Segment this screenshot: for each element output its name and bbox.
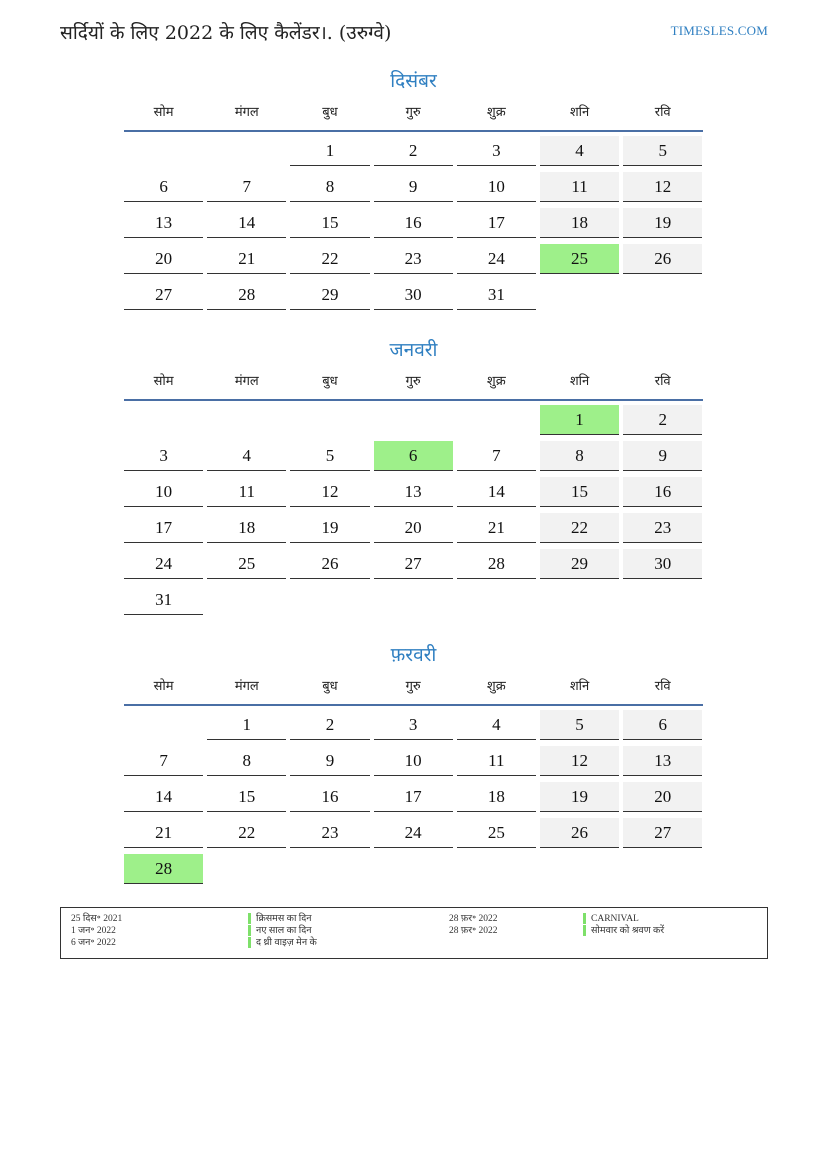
legend-date: 6 जन॰ 2022 (71, 938, 116, 948)
month-block (124, 68, 703, 310)
site-link[interactable]: TIMESLES.COM (670, 23, 768, 38)
weekday-label: रवि (654, 374, 671, 389)
legend-date: 28 फ़र॰ 2022 (449, 914, 498, 924)
day-cell: 6 (623, 710, 702, 740)
day-grid (124, 405, 703, 615)
legend-label: CARNIVAL (591, 914, 639, 924)
holiday-day-cell: 1 (540, 405, 619, 435)
day-cell: 11 (457, 746, 536, 776)
day-cell: 11 (207, 477, 286, 507)
empty-cell (207, 136, 286, 166)
legend-date: 28 फ़र॰ 2022 (449, 926, 498, 936)
day-cell: 17 (374, 782, 453, 812)
day-cell: 12 (623, 172, 702, 202)
month-block (124, 642, 703, 884)
day-cell: 16 (374, 208, 453, 238)
empty-cell (207, 405, 286, 435)
day-cell: 18 (540, 208, 619, 238)
day-cell: 9 (290, 746, 369, 776)
day-cell: 10 (124, 477, 203, 507)
day-cell: 13 (124, 208, 203, 238)
day-cell: 26 (623, 244, 702, 274)
empty-cell (457, 405, 536, 435)
day-cell: 18 (207, 513, 286, 543)
day-cell: 19 (540, 782, 619, 812)
day-cell: 7 (124, 746, 203, 776)
weekday-label: शनि (569, 105, 590, 120)
day-cell: 15 (290, 208, 369, 238)
weekday-header (124, 678, 703, 704)
weekday-label: शुक्र (486, 679, 506, 694)
day-cell: 16 (623, 477, 702, 507)
day-cell: 1 (207, 710, 286, 740)
day-cell: 28 (457, 549, 536, 579)
day-cell: 13 (374, 477, 453, 507)
legend-label: क्रिसमस का दिन (256, 914, 312, 924)
day-cell: 5 (623, 136, 702, 166)
weekday-rule (124, 704, 703, 706)
day-cell: 12 (290, 477, 369, 507)
day-cell: 13 (623, 746, 702, 776)
day-cell: 20 (124, 244, 203, 274)
day-cell: 27 (374, 549, 453, 579)
day-cell: 20 (623, 782, 702, 812)
holiday-day-cell: 25 (540, 244, 619, 274)
day-cell: 22 (540, 513, 619, 543)
holiday-marker (583, 913, 586, 924)
holiday-day-cell: 28 (124, 854, 203, 884)
legend-label: नए साल का दिन (256, 926, 312, 936)
holiday-marker (583, 925, 586, 936)
day-cell: 15 (540, 477, 619, 507)
legend-date: 25 दिस॰ 2021 (71, 914, 123, 924)
day-cell: 21 (457, 513, 536, 543)
legend-label: द थ्री वाइज़ मेन के (256, 938, 317, 948)
weekday-label: शनि (569, 679, 590, 694)
day-cell: 20 (374, 513, 453, 543)
day-cell: 10 (457, 172, 536, 202)
day-cell: 21 (124, 818, 203, 848)
day-cell: 22 (290, 244, 369, 274)
day-cell: 31 (124, 585, 203, 615)
weekday-label: बुध (322, 374, 338, 389)
day-cell: 2 (374, 136, 453, 166)
empty-cell (124, 136, 203, 166)
day-cell: 12 (540, 746, 619, 776)
day-cell: 9 (374, 172, 453, 202)
weekday-label: सोम (153, 679, 174, 694)
day-cell: 31 (457, 280, 536, 310)
empty-cell (124, 405, 203, 435)
weekday-label: मंगल (234, 374, 259, 389)
day-cell: 8 (540, 441, 619, 471)
day-cell: 14 (457, 477, 536, 507)
day-cell: 14 (124, 782, 203, 812)
day-cell: 23 (623, 513, 702, 543)
day-cell: 24 (124, 549, 203, 579)
day-cell: 30 (623, 549, 702, 579)
day-cell: 21 (207, 244, 286, 274)
day-cell: 7 (207, 172, 286, 202)
day-cell: 1 (290, 136, 369, 166)
day-cell: 23 (290, 818, 369, 848)
day-cell: 10 (374, 746, 453, 776)
weekday-header (124, 104, 703, 130)
holiday-legend (60, 907, 768, 959)
weekday-label: सोम (153, 374, 174, 389)
weekday-header (124, 373, 703, 399)
day-cell: 23 (374, 244, 453, 274)
day-cell: 16 (290, 782, 369, 812)
day-cell: 28 (207, 280, 286, 310)
day-cell: 3 (374, 710, 453, 740)
day-cell: 2 (623, 405, 702, 435)
weekday-label: शुक्र (486, 374, 506, 389)
day-cell: 9 (623, 441, 702, 471)
day-cell: 29 (540, 549, 619, 579)
month-name: जनवरी (389, 339, 438, 361)
holiday-marker (248, 913, 251, 924)
empty-cell (374, 405, 453, 435)
day-cell: 11 (540, 172, 619, 202)
day-cell: 22 (207, 818, 286, 848)
month-block (124, 337, 703, 615)
day-cell: 3 (124, 441, 203, 471)
day-cell: 25 (207, 549, 286, 579)
day-cell: 15 (207, 782, 286, 812)
weekday-label: बुध (322, 679, 338, 694)
day-cell: 4 (540, 136, 619, 166)
day-cell: 17 (457, 208, 536, 238)
weekday-label: शुक्र (486, 105, 506, 120)
day-cell: 4 (457, 710, 536, 740)
weekday-label: गुरु (405, 374, 421, 389)
weekday-label: सोम (153, 105, 174, 120)
weekday-label: रवि (654, 679, 671, 694)
holiday-marker (248, 925, 251, 936)
day-cell: 4 (207, 441, 286, 471)
day-cell: 30 (374, 280, 453, 310)
page-title: सर्दियों के लिए 2022 के लिए कैलेंडर।. (उरुग्वे) (60, 22, 392, 44)
holiday-day-cell: 6 (374, 441, 453, 471)
month-name: दिसंबर (390, 70, 437, 92)
empty-cell (124, 710, 203, 740)
day-cell: 24 (457, 244, 536, 274)
weekday-rule (124, 130, 703, 132)
day-cell: 26 (290, 549, 369, 579)
empty-cell (290, 405, 369, 435)
day-cell: 25 (457, 818, 536, 848)
legend-date: 1 जन॰ 2022 (71, 926, 116, 936)
day-cell: 5 (290, 441, 369, 471)
day-cell: 19 (290, 513, 369, 543)
month-name: फ़रवरी (390, 644, 437, 666)
day-cell: 7 (457, 441, 536, 471)
day-cell: 14 (207, 208, 286, 238)
day-grid (124, 136, 703, 310)
weekday-rule (124, 399, 703, 401)
weekday-label: मंगल (234, 679, 259, 694)
weekday-label: शनि (569, 374, 590, 389)
day-cell: 17 (124, 513, 203, 543)
weekday-label: बुध (322, 105, 338, 120)
holiday-marker (248, 937, 251, 948)
day-grid (124, 710, 703, 884)
day-cell: 26 (540, 818, 619, 848)
day-cell: 8 (207, 746, 286, 776)
day-cell: 8 (290, 172, 369, 202)
day-cell: 6 (124, 172, 203, 202)
day-cell: 5 (540, 710, 619, 740)
weekday-label: गुरु (405, 679, 421, 694)
day-cell: 27 (623, 818, 702, 848)
day-cell: 2 (290, 710, 369, 740)
weekday-label: रवि (654, 105, 671, 120)
day-cell: 24 (374, 818, 453, 848)
weekday-label: गुरु (405, 105, 421, 120)
day-cell: 29 (290, 280, 369, 310)
legend-label: सोमवार को श्रवण करें (591, 926, 665, 936)
day-cell: 19 (623, 208, 702, 238)
day-cell: 3 (457, 136, 536, 166)
weekday-label: मंगल (234, 105, 259, 120)
day-cell: 18 (457, 782, 536, 812)
day-cell: 27 (124, 280, 203, 310)
